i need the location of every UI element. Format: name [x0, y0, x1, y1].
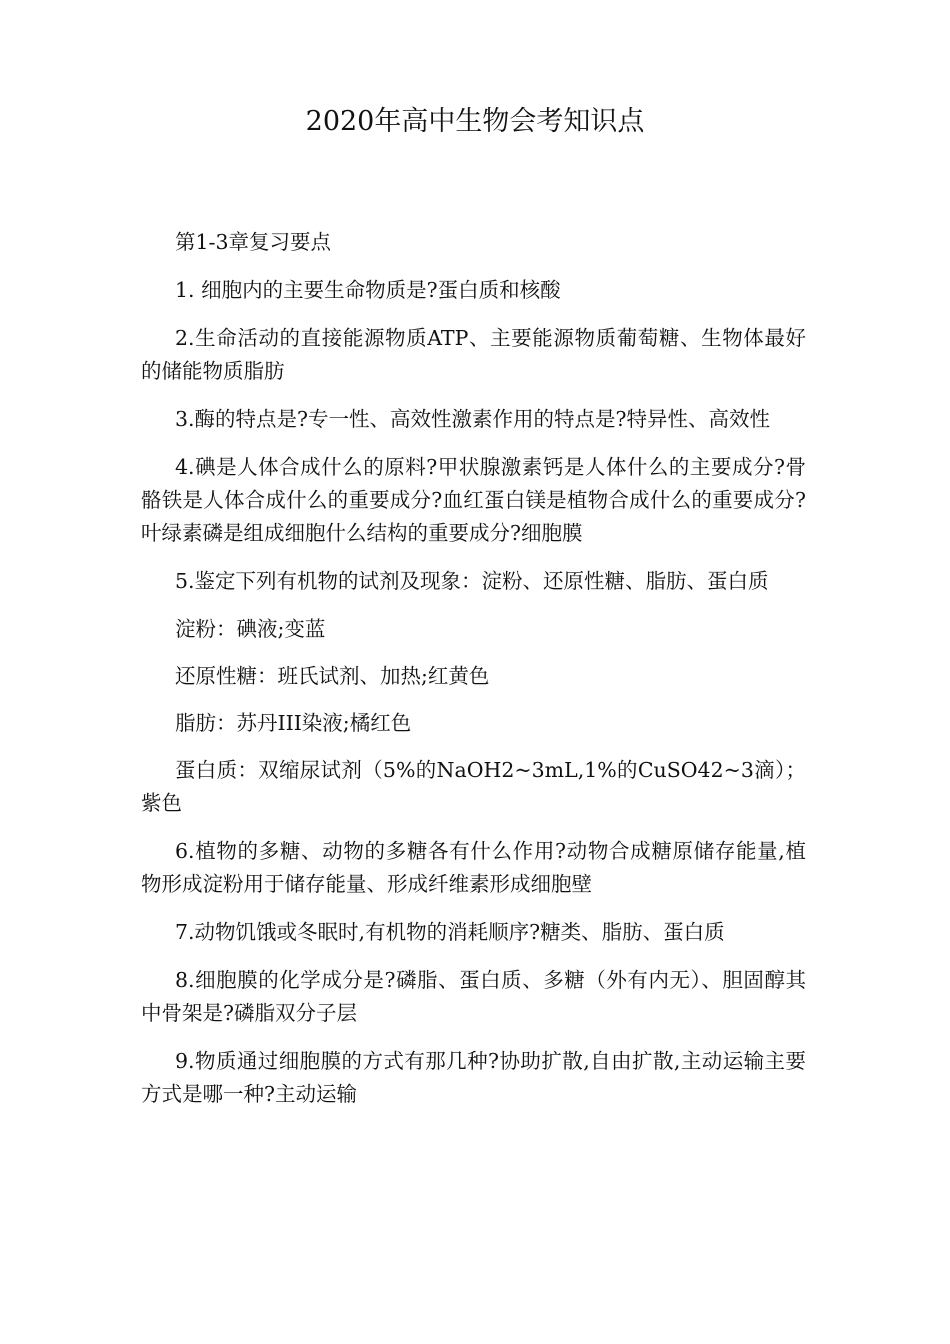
paragraph-1: 1. 细胞内的主要生命物质是?蛋白质和核酸 [175, 278, 561, 302]
paragraph-starch: 淀粉：碘液;变蓝 [175, 617, 326, 641]
paragraph-8: 8.细胞膜的化学成分是?磷脂、蛋白质、多糖（外有内无）、胆固醇其中骨架是?磷脂双分子层 [141, 968, 806, 1025]
paragraph-3: 3.酶的特点是?专一性、高效性激素作用的特点是?特异性、高效性 [175, 407, 771, 431]
paragraph-reducing-sugar: 还原性糖：班氏试剂、加热;红黄色 [175, 664, 490, 688]
paragraph-6: 6.植物的多糖、动物的多糖各有什么作用?动物合成糖原储存能量,植物形成淀粉用于储存能量、形成纤维素形成细胞壁 [141, 839, 806, 896]
section-heading: 第1-3章复习要点 [175, 230, 332, 254]
paragraph-5: 5.鉴定下列有机物的试剂及现象：淀粉、还原性糖、脂肪、蛋白质 [175, 569, 769, 593]
paragraph-fat: 脂肪：苏丹III染液;橘红色 [175, 711, 412, 735]
paragraph-9: 9.物质通过细胞膜的方式有那几种?协助扩散,自由扩散,主动运输主要方式是哪一种?主动运输 [141, 1049, 806, 1106]
paragraph-2: 2.生命活动的直接能源物质ATP、主要能源物质葡萄糖、生物体最好的储能物质脂肪 [141, 326, 806, 383]
paragraph-4: 4.碘是人体合成什么的原料?甲状腺激素钙是人体什么的主要成分?骨骼铁是人体合成什么的重要成分?血红蛋白镁是植物合成什么的重要成分?叶绿素磷是组成细胞什么结构的重要成分?细胞膜 [141, 455, 806, 545]
paragraph-7: 7.动物饥饿或冬眠时,有机物的消耗顺序?糖类、脂肪、蛋白质 [175, 920, 725, 944]
paragraph-protein: 蛋白质：双缩尿试剂（5%的NaOH2~3mL,1%的CuSO42~3滴）；紫色 [141, 758, 806, 815]
document-title: 2020年高中生物会考知识点 [305, 106, 645, 137]
document-body [141, 226, 806, 1126]
